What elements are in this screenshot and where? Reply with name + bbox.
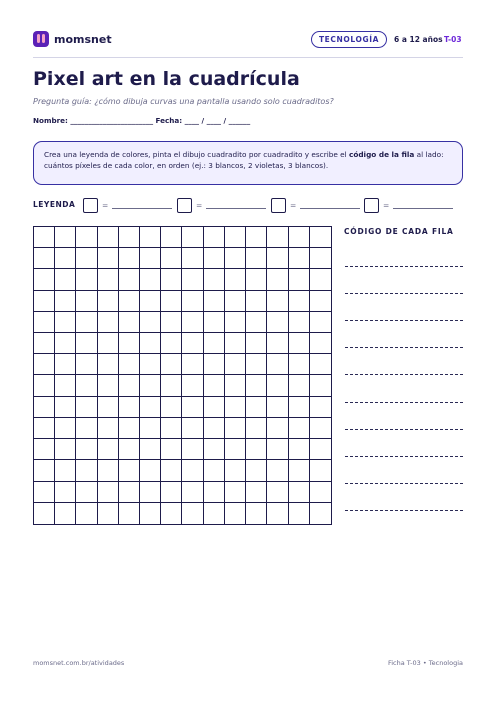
grid-cell[interactable] xyxy=(34,312,55,333)
legend-blank-3[interactable] xyxy=(300,201,360,209)
grid-cell[interactable] xyxy=(98,375,119,396)
age-range: 6 a 12 años xyxy=(394,35,443,44)
grid-cell[interactable] xyxy=(182,312,203,333)
grid-cell[interactable] xyxy=(267,460,288,481)
grid-cell[interactable] xyxy=(34,482,55,503)
row-codes-title: CÓDIGO DE CADA FILA xyxy=(344,227,454,236)
grid-cell[interactable] xyxy=(267,312,288,333)
grid-cell[interactable] xyxy=(161,375,182,396)
grid-cell[interactable] xyxy=(204,269,225,290)
grid-cell[interactable] xyxy=(204,482,225,503)
grid-cell[interactable] xyxy=(246,291,267,312)
grid-cell[interactable] xyxy=(76,375,97,396)
grid-cell[interactable] xyxy=(161,227,182,248)
grid-cell[interactable] xyxy=(289,248,310,269)
instructions-text-1: Crea una leyenda de colores, pinta el dibujo cuadradito por cuadradito y escribe el xyxy=(44,150,349,159)
grid-cell[interactable] xyxy=(34,439,55,460)
grid-cell[interactable] xyxy=(140,333,161,354)
grid-cell[interactable] xyxy=(140,397,161,418)
footer-sheet-label: Ficha T-03 • Tecnologia xyxy=(387,659,463,667)
legend-equals: = xyxy=(383,200,390,210)
grid-cell[interactable] xyxy=(55,482,76,503)
grid-cell[interactable] xyxy=(98,418,119,439)
grid-cell[interactable] xyxy=(140,248,161,269)
grid-cell[interactable] xyxy=(225,482,246,503)
grid-cell[interactable] xyxy=(161,354,182,375)
grid-cell[interactable] xyxy=(161,482,182,503)
grid-cell[interactable] xyxy=(310,460,331,481)
grid-cell[interactable] xyxy=(76,312,97,333)
legend-equals: = xyxy=(196,200,203,210)
grid-cell[interactable] xyxy=(161,397,182,418)
grid-cell[interactable] xyxy=(289,418,310,439)
legend-blank-4[interactable] xyxy=(393,201,453,209)
instructions-bold: código de la fila xyxy=(349,150,415,159)
momsnet-logo-icon xyxy=(33,31,49,47)
grid-cell[interactable] xyxy=(34,375,55,396)
row-code-line[interactable] xyxy=(345,429,463,430)
page-title: Pixel art en la cuadrícula xyxy=(33,68,300,90)
row-code-line[interactable] xyxy=(345,456,463,457)
grid-cell[interactable] xyxy=(246,375,267,396)
grid-cell[interactable] xyxy=(246,312,267,333)
grid-cell[interactable] xyxy=(267,418,288,439)
grid-cell[interactable] xyxy=(76,248,97,269)
grid-cell[interactable] xyxy=(98,397,119,418)
pixel-grid xyxy=(33,226,332,525)
grid-cell[interactable] xyxy=(161,418,182,439)
category-chip: TECNOLOGÍA xyxy=(311,31,387,48)
grid-cell[interactable] xyxy=(98,227,119,248)
grid-cell[interactable] xyxy=(55,375,76,396)
worksheet-code: T-03 xyxy=(444,35,462,44)
grid-cell[interactable] xyxy=(246,439,267,460)
grid-cell[interactable] xyxy=(310,439,331,460)
grid-cell[interactable] xyxy=(289,354,310,375)
grid-cell[interactable] xyxy=(98,460,119,481)
grid-cell[interactable] xyxy=(225,227,246,248)
grid-cell[interactable] xyxy=(98,269,119,290)
footer-url[interactable]: momsnet.com.br/atividades xyxy=(33,659,125,667)
grid-cell[interactable] xyxy=(310,227,331,248)
grid-cell[interactable] xyxy=(246,248,267,269)
grid-cell[interactable] xyxy=(310,418,331,439)
grid-cell[interactable] xyxy=(55,418,76,439)
grid-cell[interactable] xyxy=(225,460,246,481)
grid-cell[interactable] xyxy=(267,291,288,312)
grid-cell[interactable] xyxy=(204,418,225,439)
grid-cell[interactable] xyxy=(161,269,182,290)
grid-cell[interactable] xyxy=(267,248,288,269)
grid-cell[interactable] xyxy=(98,248,119,269)
grid-cell[interactable] xyxy=(34,460,55,481)
grid-cell[interactable] xyxy=(55,312,76,333)
grid-cell[interactable] xyxy=(55,397,76,418)
grid-cell[interactable] xyxy=(246,269,267,290)
grid-cell[interactable] xyxy=(34,397,55,418)
grid-cell[interactable] xyxy=(98,439,119,460)
legend-equals: = xyxy=(290,200,297,210)
grid-cell[interactable] xyxy=(34,248,55,269)
grid-cell[interactable] xyxy=(246,503,267,524)
grid-cell[interactable] xyxy=(76,397,97,418)
grid-cell[interactable] xyxy=(55,503,76,524)
grid-cell[interactable] xyxy=(289,333,310,354)
grid-cell[interactable] xyxy=(182,439,203,460)
grid-cell[interactable] xyxy=(119,333,140,354)
row-code-line[interactable] xyxy=(345,483,463,484)
legend-swatch-3[interactable] xyxy=(271,198,286,213)
grid-cell[interactable] xyxy=(98,333,119,354)
grid-cell[interactable] xyxy=(98,312,119,333)
grid-cell[interactable] xyxy=(310,248,331,269)
grid-cell[interactable] xyxy=(98,354,119,375)
grid-cell[interactable] xyxy=(182,248,203,269)
name-date-fields[interactable]: Nombre: _______________________ Fecha: ____ / ____ / ______ xyxy=(33,116,251,125)
grid-cell[interactable] xyxy=(289,439,310,460)
grid-cell[interactable] xyxy=(182,291,203,312)
legend-item-3 xyxy=(271,197,360,213)
grid-cell[interactable] xyxy=(310,503,331,524)
grid-cell[interactable] xyxy=(182,503,203,524)
grid-cell[interactable] xyxy=(119,439,140,460)
grid-cell[interactable] xyxy=(289,397,310,418)
grid-cell[interactable] xyxy=(76,333,97,354)
grid-cell[interactable] xyxy=(182,460,203,481)
row-code-line[interactable] xyxy=(345,320,463,321)
grid-cell[interactable] xyxy=(140,375,161,396)
grid-cell[interactable] xyxy=(34,503,55,524)
grid-cell[interactable] xyxy=(267,354,288,375)
grid-cell[interactable] xyxy=(225,375,246,396)
grid-cell[interactable] xyxy=(310,482,331,503)
grid-cell[interactable] xyxy=(119,248,140,269)
grid-cell[interactable] xyxy=(76,503,97,524)
grid-cell[interactable] xyxy=(310,354,331,375)
grid-cell[interactable] xyxy=(119,354,140,375)
grid-cell[interactable] xyxy=(76,354,97,375)
grid-cell[interactable] xyxy=(34,418,55,439)
legend-blank-2[interactable] xyxy=(206,201,266,209)
legend-blank-1[interactable] xyxy=(112,201,172,209)
grid-cell[interactable] xyxy=(225,312,246,333)
grid-cell[interactable] xyxy=(182,269,203,290)
grid-cell[interactable] xyxy=(225,333,246,354)
grid-cell[interactable] xyxy=(140,482,161,503)
legend-swatch-4[interactable] xyxy=(364,198,379,213)
legend-swatch-1[interactable] xyxy=(83,198,98,213)
grid-cell[interactable] xyxy=(267,375,288,396)
legend-swatch-2[interactable] xyxy=(177,198,192,213)
grid-cell[interactable] xyxy=(204,397,225,418)
grid-cell[interactable] xyxy=(204,503,225,524)
grid-cell[interactable] xyxy=(119,460,140,481)
grid-cell[interactable] xyxy=(182,482,203,503)
grid-cell[interactable] xyxy=(119,503,140,524)
grid-cell[interactable] xyxy=(289,227,310,248)
grid-cell[interactable] xyxy=(119,227,140,248)
color-legend xyxy=(33,197,463,213)
grid-cell[interactable] xyxy=(98,291,119,312)
grid-cell[interactable] xyxy=(119,397,140,418)
grid-cell[interactable] xyxy=(267,333,288,354)
grid-cell[interactable] xyxy=(267,439,288,460)
grid-cell[interactable] xyxy=(55,333,76,354)
grid-cell[interactable] xyxy=(310,312,331,333)
grid-cell[interactable] xyxy=(55,354,76,375)
grid-cell[interactable] xyxy=(310,269,331,290)
grid-cell[interactable] xyxy=(267,397,288,418)
grid-cell[interactable] xyxy=(289,269,310,290)
grid-cell[interactable] xyxy=(76,460,97,481)
grid-cell[interactable] xyxy=(289,375,310,396)
grid-cell[interactable] xyxy=(140,460,161,481)
grid-cell[interactable] xyxy=(34,227,55,248)
grid-cell[interactable] xyxy=(204,354,225,375)
grid-cell[interactable] xyxy=(161,333,182,354)
grid-cell[interactable] xyxy=(119,418,140,439)
row-code-line[interactable] xyxy=(345,347,463,348)
legend-label: LEYENDA xyxy=(33,200,76,209)
grid-cell[interactable] xyxy=(225,397,246,418)
grid-cell[interactable] xyxy=(140,227,161,248)
grid-cell[interactable] xyxy=(182,397,203,418)
grid-cell[interactable] xyxy=(119,375,140,396)
grid-cell[interactable] xyxy=(161,503,182,524)
grid-cell[interactable] xyxy=(246,227,267,248)
grid-cell[interactable] xyxy=(225,439,246,460)
grid-cell[interactable] xyxy=(161,248,182,269)
grid-cell[interactable] xyxy=(119,482,140,503)
grid-cell[interactable] xyxy=(204,248,225,269)
grid-cell[interactable] xyxy=(289,482,310,503)
grid-cell[interactable] xyxy=(140,269,161,290)
row-code-line[interactable] xyxy=(345,510,463,511)
row-code-line[interactable] xyxy=(345,293,463,294)
brand-name: momsnet xyxy=(54,32,112,46)
grid-cell[interactable] xyxy=(161,312,182,333)
grid-cell[interactable] xyxy=(310,291,331,312)
guiding-question: Pregunta guía: ¿cómo dibuja curvas una pantalla usando solo cuadraditos? xyxy=(33,97,334,106)
grid-cell[interactable] xyxy=(204,333,225,354)
grid-cell[interactable] xyxy=(182,418,203,439)
grid-cell[interactable] xyxy=(98,503,119,524)
grid-cell[interactable] xyxy=(204,375,225,396)
grid-cell[interactable] xyxy=(182,375,203,396)
grid-cell[interactable] xyxy=(34,291,55,312)
grid-cell[interactable] xyxy=(140,439,161,460)
header-divider xyxy=(33,57,463,58)
grid-cell[interactable] xyxy=(267,269,288,290)
grid-cell[interactable] xyxy=(161,460,182,481)
legend-item-4 xyxy=(364,197,453,213)
grid-cell[interactable] xyxy=(140,354,161,375)
grid-cell[interactable] xyxy=(289,503,310,524)
grid-cell[interactable] xyxy=(246,482,267,503)
grid-cell[interactable] xyxy=(76,418,97,439)
grid-cell[interactable] xyxy=(76,269,97,290)
row-code-line[interactable] xyxy=(345,374,463,375)
grid-cell[interactable] xyxy=(119,269,140,290)
grid-cell[interactable] xyxy=(76,482,97,503)
legend-item-1 xyxy=(83,197,172,213)
brand[interactable] xyxy=(33,31,112,47)
grid-cell[interactable] xyxy=(140,291,161,312)
grid-cell[interactable] xyxy=(55,439,76,460)
legend-item-2 xyxy=(177,197,266,213)
row-code-line[interactable] xyxy=(345,402,463,403)
grid-cell[interactable] xyxy=(204,460,225,481)
grid-cell[interactable] xyxy=(289,312,310,333)
grid-cell[interactable] xyxy=(161,439,182,460)
grid-cell[interactable] xyxy=(246,397,267,418)
grid-cell[interactable] xyxy=(204,227,225,248)
grid-cell[interactable] xyxy=(310,375,331,396)
grid-cell[interactable] xyxy=(161,291,182,312)
header xyxy=(33,31,463,53)
instructions-box xyxy=(33,141,463,185)
grid-cell[interactable] xyxy=(76,439,97,460)
instructions-text-2: al lado: cuántos píxeles de cada color, en orden (ej.: 3 blancos, 2 violetas, 3 blancos). xyxy=(44,150,444,171)
grid-cell[interactable] xyxy=(267,503,288,524)
grid-cell[interactable] xyxy=(225,354,246,375)
grid-cell[interactable] xyxy=(225,269,246,290)
row-code-line[interactable] xyxy=(345,266,463,267)
grid-cell[interactable] xyxy=(246,354,267,375)
grid-cell[interactable] xyxy=(310,333,331,354)
grid-cell[interactable] xyxy=(204,312,225,333)
grid-cell[interactable] xyxy=(55,227,76,248)
grid-cell[interactable] xyxy=(98,482,119,503)
grid-cell[interactable] xyxy=(246,418,267,439)
grid-cell[interactable] xyxy=(225,418,246,439)
grid-cell[interactable] xyxy=(119,312,140,333)
grid-cell[interactable] xyxy=(204,291,225,312)
grid-cell[interactable] xyxy=(76,291,97,312)
grid-cell[interactable] xyxy=(289,291,310,312)
grid-cell[interactable] xyxy=(140,312,161,333)
grid-cell[interactable] xyxy=(182,227,203,248)
grid-cell[interactable] xyxy=(34,354,55,375)
grid-cell[interactable] xyxy=(225,291,246,312)
grid-cell[interactable] xyxy=(34,333,55,354)
grid-cell[interactable] xyxy=(204,439,225,460)
grid-cell[interactable] xyxy=(225,248,246,269)
grid-cell[interactable] xyxy=(225,503,246,524)
grid-cell[interactable] xyxy=(55,248,76,269)
grid-cell[interactable] xyxy=(55,291,76,312)
grid-cell[interactable] xyxy=(182,333,203,354)
grid-cell[interactable] xyxy=(267,227,288,248)
grid-cell[interactable] xyxy=(246,333,267,354)
grid-cell[interactable] xyxy=(182,354,203,375)
grid-cell[interactable] xyxy=(310,397,331,418)
grid-cell[interactable] xyxy=(246,460,267,481)
grid-cell[interactable] xyxy=(55,460,76,481)
grid-cell[interactable] xyxy=(140,418,161,439)
legend-equals: = xyxy=(102,200,109,210)
grid-cell[interactable] xyxy=(76,227,97,248)
grid-cell[interactable] xyxy=(140,503,161,524)
grid-cell[interactable] xyxy=(267,482,288,503)
grid-cell[interactable] xyxy=(55,269,76,290)
grid-cell[interactable] xyxy=(34,269,55,290)
grid-cell[interactable] xyxy=(119,291,140,312)
grid-cell[interactable] xyxy=(289,460,310,481)
